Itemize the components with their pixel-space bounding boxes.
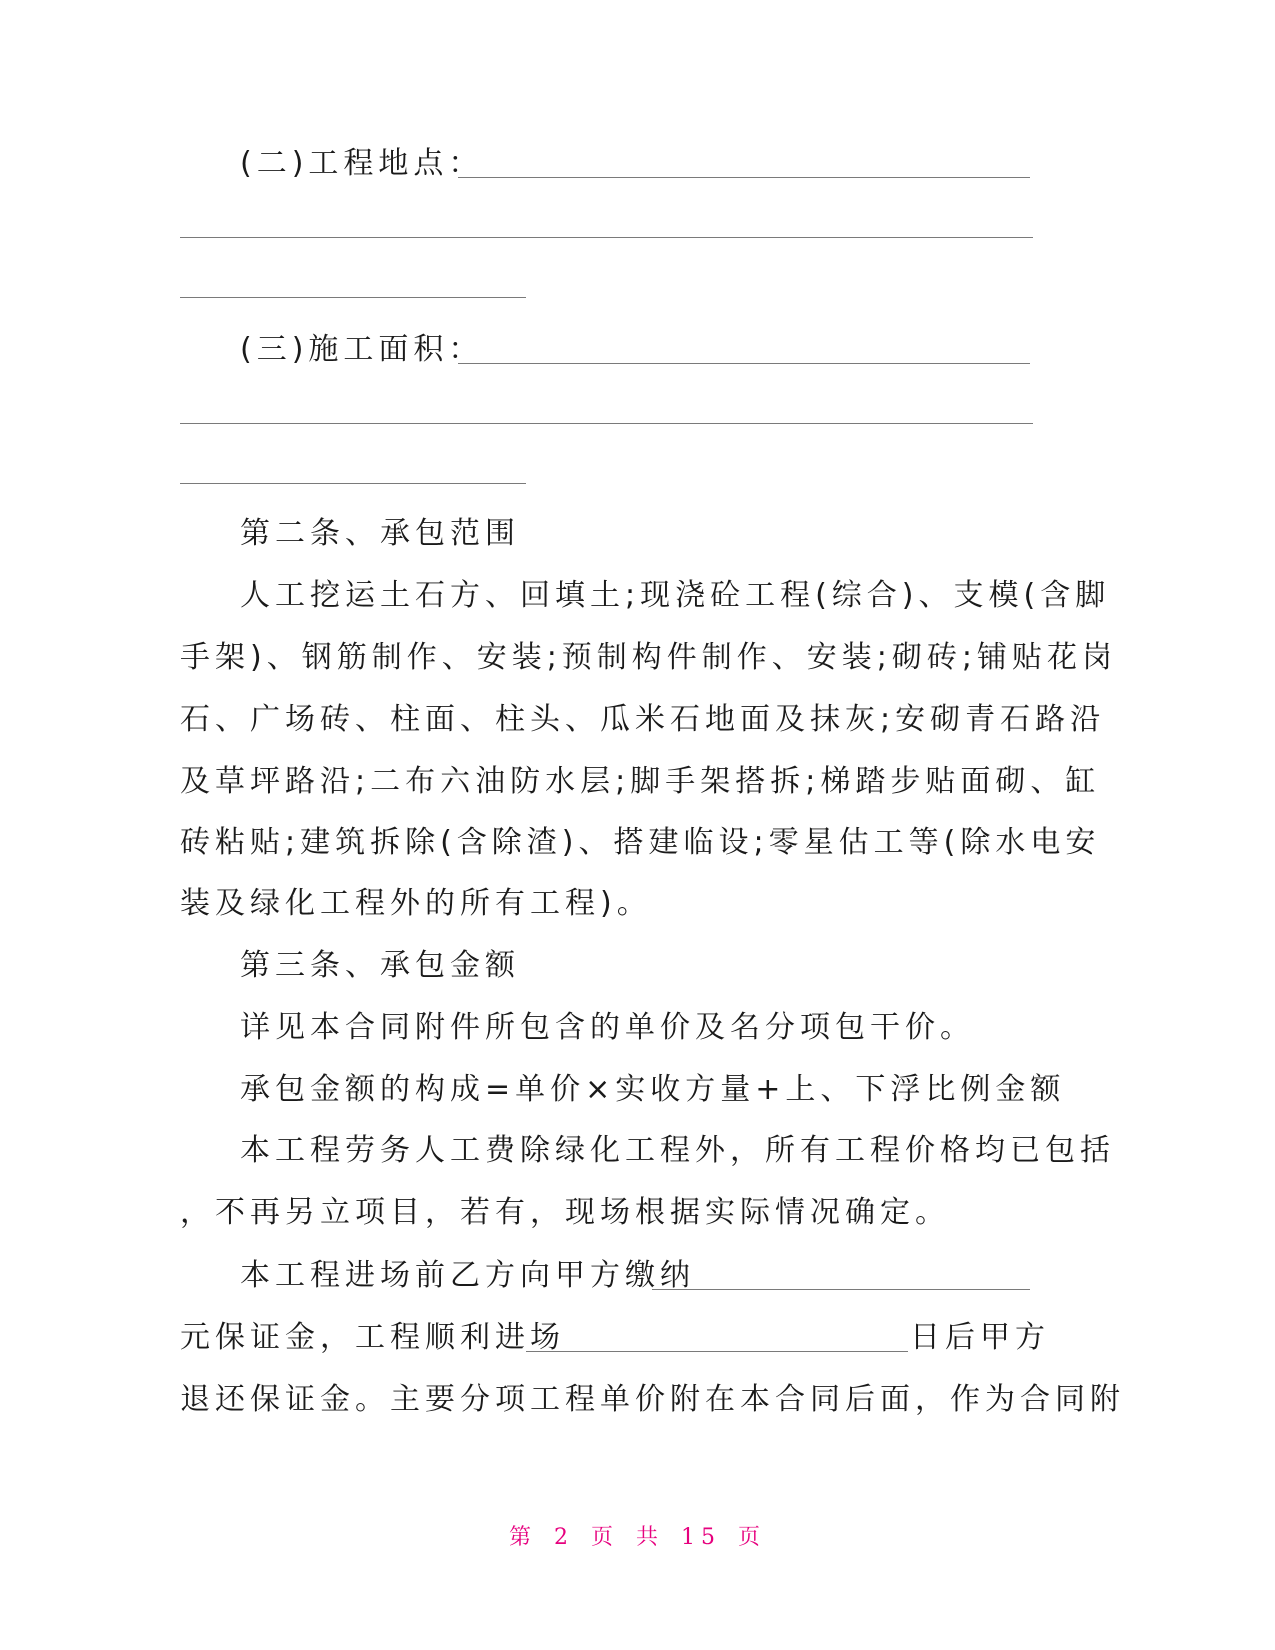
area-label: (三)施工面积： (240, 332, 484, 367)
deposit-days-blank (526, 1351, 908, 1352)
article3-para-3-line-1: 本工程劳务人工费除绿化工程外，所有工程价格均已包括 (240, 1133, 1115, 1168)
location-blank-1 (458, 177, 1030, 178)
location-label: (二)工程地点： (240, 146, 484, 181)
area-blank-2 (180, 423, 1033, 424)
article3-para-2: 承包金额的构成=单价×实收方量+上、下浮比例金额 (240, 1072, 1066, 1107)
page-number: 第 2 页 共 15 页 (509, 1525, 766, 1550)
deposit-line-2a: 元保证金，工程顺利进场 (180, 1320, 565, 1355)
article3-para-3-line-2: ，不再另立项目，若有，现场根据实际情况确定。 (180, 1195, 950, 1230)
deposit-line-1: 本工程进场前乙方向甲方缴纳 (240, 1258, 695, 1293)
article2-line-3: 石、广场砖、柱面、柱头、瓜米石地面及抹灰;安砌青石路沿 (180, 702, 1106, 737)
article3-para-1: 详见本合同附件所包含的单价及名分项包干价。 (240, 1010, 975, 1045)
article3-title: 第三条、承包金额 (240, 948, 520, 983)
article2-line-4: 及草坪路沿;二布六油防水层;脚手架搭拆;梯踏步贴面砌、缸 (180, 764, 1101, 799)
deposit-amount-blank (652, 1289, 1030, 1290)
article2-line-6: 装及绿化工程外的所有工程)。 (180, 886, 652, 921)
article2-line-2: 手架)、钢筋制作、安装;预制构件制作、安装;砌砖;铺贴花岗 (180, 640, 1118, 675)
deposit-line-2b: 日后甲方 (910, 1320, 1050, 1355)
location-blank-2 (180, 237, 1033, 238)
location-blank-3 (180, 297, 526, 298)
area-blank-3 (180, 483, 526, 484)
article2-line-5: 砖粘贴;建筑拆除(含除渣)、搭建临设;零星估工等(除水电安 (180, 825, 1101, 860)
area-blank-1 (458, 363, 1030, 364)
article2-line-1: 人工挖运土石方、回填土;现浇砼工程(综合)、支模(含脚 (240, 578, 1111, 613)
article2-title: 第二条、承包范围 (240, 516, 520, 551)
deposit-line-3: 退还保证金。主要分项工程单价附在本合同后面，作为合同附 (180, 1382, 1125, 1417)
